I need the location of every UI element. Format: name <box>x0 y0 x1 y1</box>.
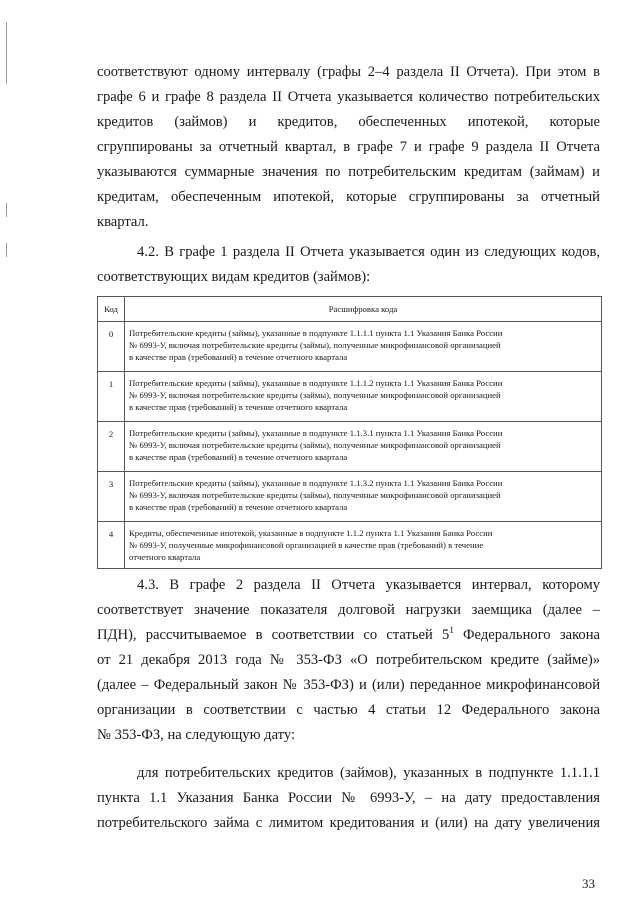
table-row <box>98 472 602 522</box>
description-cell <box>125 422 602 472</box>
text-line: для потребительских кредитов (займов), указанных в подпункте 1.1.1.1 <box>137 765 600 781</box>
description-cell <box>125 522 602 569</box>
description-line: Потребительские кредиты (займы), указанные в подпункте 1.1.1.1 пункта 1.1 Указания Банка России <box>129 328 503 338</box>
table-row <box>98 522 602 569</box>
text-line: № 353-ФЗ, на следующую дату: <box>97 727 296 743</box>
description-line: № 6993-У, включая потребительские кредиты (займы), полученные микрофинансовой организацией <box>129 490 501 500</box>
text-line: кредитов (займов) и кредитов, обеспеченных ипотекой, которые <box>97 114 600 130</box>
description-line: в качестве прав (требований) в течение отчетного квартала <box>129 402 348 412</box>
text-line: 4.3. В графе 2 раздела II Отчета указывается интервал, которому <box>137 577 600 593</box>
text-line: соответствует значение показателя долговой нагрузки заемщика (далее – <box>97 602 600 618</box>
header-description: Расшифровка кода <box>125 297 602 322</box>
code-cell: 2 <box>98 422 125 472</box>
code-cell: 1 <box>98 372 125 422</box>
text-line: потребительского займа с лимитом кредитования и (или) на дату увеличения <box>97 815 600 831</box>
table-row <box>98 422 602 472</box>
description-line: отчетного квартала <box>129 552 201 562</box>
text-segment: Федерального закона <box>453 627 600 643</box>
description-line: в качестве прав (требований) в течение отчетного квартала <box>129 452 348 462</box>
text-line: соответствуют одному интервалу (графы 2–4 раздела II Отчета). При этом в <box>97 64 600 80</box>
code-cell: 0 <box>98 322 125 372</box>
description-line: Кредиты, обеспеченные ипотекой, указанные в подпункте 1.1.2 пункта 1.1 Указания Банка России <box>129 528 493 538</box>
scan-edge-mark <box>6 203 7 217</box>
text-line: 4.2. В графе 1 раздела II Отчета указывается один из следующих кодов, <box>137 244 600 260</box>
text-line: (далее – Федеральный закон № 353-ФЗ) и (или) переданное микрофинансовой <box>97 677 600 693</box>
paragraph-codes-intro <box>97 240 600 290</box>
text-line <box>97 623 600 648</box>
text-line: пункта 1.1 Указания Банка России № 6993-У, – на дату предоставления <box>97 790 600 806</box>
table-row <box>98 322 602 372</box>
text-line: указываются суммарные значения по потребительским кредитам (займам) и <box>97 164 600 180</box>
text-line: от 21 декабря 2013 года № 353-ФЗ «О потребительском кредите (займе)» <box>97 652 600 668</box>
paragraph-pdn-interval <box>97 573 600 748</box>
page-number: 33 <box>582 876 595 891</box>
paragraph-loans-date <box>97 761 600 836</box>
table-row <box>98 372 602 422</box>
description-cell <box>125 472 602 522</box>
paragraph-intervals <box>97 60 600 235</box>
description-line: Потребительские кредиты (займы), указанные в подпункте 1.1.1.2 пункта 1.1 Указания Банка России <box>129 378 503 388</box>
code-cell: 4 <box>98 522 125 569</box>
codes-table <box>97 296 602 569</box>
description-line: в качестве прав (требований) в течение отчетного квартала <box>129 502 348 512</box>
description-line: № 6993-У, полученные микрофинансовой организацией в качестве прав (требований) в течение <box>129 540 484 550</box>
description-cell <box>125 372 602 422</box>
description-cell <box>125 322 602 372</box>
description-line: Потребительские кредиты (займы), указанные в подпункте 1.1.3.2 пункта 1.1 Указания Банка России <box>129 478 503 488</box>
description-line: № 6993-У, включая потребительские кредиты (займы), полученные микрофинансовой организацией <box>129 440 501 450</box>
description-line: в качестве прав (требований) в течение отчетного квартала <box>129 352 348 362</box>
text-line: сгруппированы за отчетный квартал, в графе 7 и графе 9 раздела II Отчета <box>97 139 600 155</box>
text-line: кредитам, обеспеченным ипотекой, которые сгруппированы за отчетный <box>97 189 600 205</box>
table-header-row <box>98 297 602 322</box>
description-line: № 6993-У, включая потребительские кредиты (займы), полученные микрофинансовой организацией <box>129 390 501 400</box>
description-line: № 6993-У, включая потребительские кредиты (займы), полученные микрофинансовой организацией <box>129 340 501 350</box>
text-line: квартал. <box>97 214 149 230</box>
text-line: соответствующих видам кредитов (займов): <box>97 269 371 285</box>
text-line: организации в соответствии с частью 4 статьи 12 Федерального закона <box>97 702 600 718</box>
scan-edge-mark <box>6 22 7 84</box>
text-line: графе 6 и графе 8 раздела II Отчета указывается количество потребительских <box>97 89 600 105</box>
text-segment: ПДН), рассчитываемое в соответствии со статьей 5 <box>97 627 450 643</box>
header-code: Код <box>98 297 125 322</box>
superscript: 1 <box>449 625 454 636</box>
scan-edge-mark <box>6 243 7 257</box>
description-line: Потребительские кредиты (займы), указанные в подпункте 1.1.3.1 пункта 1.1 Указания Банка России <box>129 428 503 438</box>
code-cell: 3 <box>98 472 125 522</box>
